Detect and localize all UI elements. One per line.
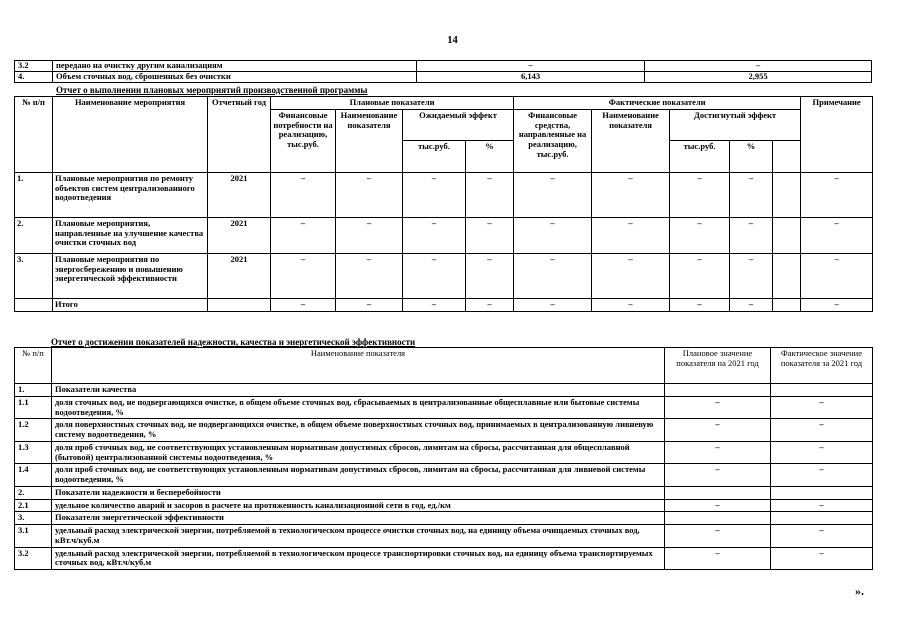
- row-year: 2021: [208, 253, 271, 298]
- cell-value: –: [271, 172, 336, 217]
- header-planned-group: Плановые показатели: [271, 97, 514, 110]
- cell-value: –: [801, 298, 873, 311]
- header-planned: Плановое значение показателя на 2021 год: [665, 348, 771, 384]
- row-name: передано на очистку другим канализациям: [53, 61, 417, 72]
- planned-value: –: [665, 396, 771, 419]
- cell-value: –: [801, 172, 873, 217]
- cell-empty: [773, 172, 801, 217]
- planned-value: –: [665, 464, 771, 487]
- actual-value: –: [771, 419, 873, 442]
- program-report-table: [14, 96, 873, 312]
- table-header-row: [15, 348, 873, 384]
- header-expected-effect: Ожидаемый эффект: [403, 109, 514, 141]
- header-note: Примечание: [801, 97, 873, 173]
- row-name: Показатели надежности и бесперебойности: [52, 486, 665, 499]
- actual-value: 2,955: [645, 72, 872, 83]
- volume-table-continuation: [14, 60, 872, 83]
- row-name: Плановые мероприятия по энергосбережению и повышению энергетической эффективности: [53, 253, 208, 298]
- cell-value: –: [730, 217, 773, 253]
- actual-value: –: [771, 441, 873, 464]
- cell-value: –: [801, 217, 873, 253]
- cell-value: –: [670, 172, 730, 217]
- cell-value: –: [592, 172, 670, 217]
- cell-value: –: [403, 172, 466, 217]
- table-row: [15, 72, 872, 83]
- planned-value: [665, 512, 771, 525]
- actual-value: [771, 512, 873, 525]
- header-actual-indicator: Наименование показателя: [592, 109, 670, 172]
- table-row: [15, 61, 872, 72]
- row-year: 2021: [208, 217, 271, 253]
- cell-value: –: [466, 253, 514, 298]
- cell-value: –: [514, 253, 592, 298]
- cell-value: –: [592, 298, 670, 311]
- row-number: 3.: [15, 512, 52, 525]
- cell-value: –: [514, 217, 592, 253]
- row-number: 2.: [15, 217, 53, 253]
- actual-value: [771, 384, 873, 397]
- cell-value: –: [336, 253, 403, 298]
- table-row: [15, 525, 873, 548]
- cell-empty: [15, 298, 53, 311]
- cell-value: –: [336, 172, 403, 217]
- total-label: Итого: [53, 298, 208, 311]
- closing-mark: ».: [855, 584, 864, 598]
- table-row: [15, 547, 873, 570]
- cell-value: –: [730, 298, 773, 311]
- planned-value: –: [665, 499, 771, 512]
- header-planned-indicator: Наименование показателя: [336, 109, 403, 172]
- actual-value: –: [771, 525, 873, 548]
- header-achieved-effect: Достигнутый эффект: [670, 109, 801, 141]
- table-row: [15, 441, 873, 464]
- cell-value: –: [403, 298, 466, 311]
- cell-value: –: [271, 298, 336, 311]
- table-row: [15, 499, 873, 512]
- section-row: [15, 512, 873, 525]
- table-header-row: [15, 97, 873, 110]
- row-name: Показатели энергетической эффективности: [52, 512, 665, 525]
- row-number: 4.: [15, 72, 53, 83]
- planned-value: [665, 384, 771, 397]
- row-name: доля проб сточных вод, не соответствующих установленным нормативам допустимых сбросов, лимитам на сбросы, рассчитанная для ливневой системы водоотведения, %: [52, 464, 665, 487]
- actual-value: –: [771, 547, 873, 570]
- cell-value: –: [514, 298, 592, 311]
- header-actual-finance: Финансовые средства, направленные на реализацию, тыс.руб.: [514, 109, 592, 172]
- row-number: 1.1: [15, 396, 52, 419]
- row-name: Плановые мероприятия, направленные на улучшение качества очистки сточных вод: [53, 217, 208, 253]
- header-actual: Фактическое значение показателя за 2021 год: [771, 348, 873, 384]
- cell-value: –: [403, 217, 466, 253]
- cell-empty: [773, 253, 801, 298]
- table-row: [15, 253, 873, 298]
- program-report-title: Отчет о выполнении плановых мероприятий производственной программы: [56, 85, 368, 95]
- row-name: Показатели качества: [52, 384, 665, 397]
- row-name: доля проб сточных вод, не соответствующих установленным нормативам допустимых сбросов, лимитам на сбросы, рассчитанная для общесплавной (бытовой) централизованной системы водоотведения, %: [52, 441, 665, 464]
- actual-value: [771, 486, 873, 499]
- table-row: [15, 217, 873, 253]
- row-number: 3.2: [15, 61, 53, 72]
- row-name: удельный расход электрической энергии, потребляемой в технологическом процессе очистки сточных вод, на единицу объема очищаемых сточных вод, кВт.ч/куб.м: [52, 525, 665, 548]
- section-row: [15, 486, 873, 499]
- planned-value: [665, 486, 771, 499]
- row-number: 3.1: [15, 525, 52, 548]
- planned-value: –: [665, 441, 771, 464]
- header-unit-rub-actual: тыс.руб.: [670, 141, 730, 173]
- row-number: 3.2: [15, 547, 52, 570]
- row-number: 3.: [15, 253, 53, 298]
- row-number: 1.3: [15, 441, 52, 464]
- page-number: 14: [447, 35, 458, 46]
- row-name: доля поверхностных сточных вод, не подвергающихся очистке, в общем объеме поверхностных сточных вод, принимаемых в централизованную ливневую систему водоотведения, %: [52, 419, 665, 442]
- cell-value: –: [514, 172, 592, 217]
- header-unit-pct-actual: %: [730, 141, 773, 173]
- row-number: 2.: [15, 486, 52, 499]
- row-number: 1.2: [15, 419, 52, 442]
- table-row: [15, 464, 873, 487]
- cell-value: –: [271, 253, 336, 298]
- row-year: 2021: [208, 172, 271, 217]
- header-num: № п/п: [15, 97, 53, 173]
- cell-value: –: [466, 172, 514, 217]
- row-number: 2.1: [15, 499, 52, 512]
- cell-empty: [773, 298, 801, 311]
- row-name: доля сточных вод, не подвергающихся очистке, в общем объеме сточных вод, сбрасываемых в централизованные общесплавные или бытовые системы водоотведения, %: [52, 396, 665, 419]
- header-unit-pct: %: [466, 141, 514, 173]
- row-name: Объем сточных вод, сброшенных без очистки: [53, 72, 417, 83]
- cell-value: –: [670, 217, 730, 253]
- quality-report-title: Отчет о достижении показателей надежности, качества и энергетической эффективности: [51, 337, 416, 347]
- planned-value: 6,143: [417, 72, 645, 83]
- cell-value: –: [730, 172, 773, 217]
- table-row: [15, 172, 873, 217]
- cell-value: –: [670, 298, 730, 311]
- cell-value: –: [403, 253, 466, 298]
- cell-value: –: [670, 253, 730, 298]
- actual-value: –: [771, 499, 873, 512]
- actual-value: –: [645, 61, 872, 72]
- header-unit-extra: [773, 141, 801, 173]
- table-total-row: [15, 298, 873, 311]
- cell-value: –: [730, 253, 773, 298]
- cell-empty: [208, 298, 271, 311]
- header-num: № п/п: [15, 348, 52, 384]
- cell-value: –: [336, 217, 403, 253]
- cell-value: –: [271, 217, 336, 253]
- table-row: [15, 396, 873, 419]
- planned-value: –: [417, 61, 645, 72]
- cell-value: –: [466, 298, 514, 311]
- planned-value: –: [665, 525, 771, 548]
- cell-value: –: [592, 217, 670, 253]
- row-number: 1.: [15, 172, 53, 217]
- header-name: Наименование мероприятия: [53, 97, 208, 173]
- actual-value: –: [771, 396, 873, 419]
- row-number: 1.: [15, 384, 52, 397]
- cell-value: –: [466, 217, 514, 253]
- table-row: [15, 419, 873, 442]
- header-unit-rub: тыс.руб.: [403, 141, 466, 173]
- planned-value: –: [665, 547, 771, 570]
- cell-value: –: [801, 253, 873, 298]
- cell-value: –: [336, 298, 403, 311]
- header-planned-finance: Финансовые потребности на реализацию, тыс.руб.: [271, 109, 336, 172]
- row-name: Плановые мероприятия по ремонту объектов систем централизованного водоотведения: [53, 172, 208, 217]
- row-name: удельный расход электрической энергии, потребляемой в технологическом процессе транспортировки сточных вод, на единицу объема транспортируемых сточных вод, кВт.ч/куб.м: [52, 547, 665, 570]
- header-year: Отчетный год: [208, 97, 271, 173]
- row-number: 1.4: [15, 464, 52, 487]
- planned-value: –: [665, 419, 771, 442]
- header-name: Наименование показателя: [52, 348, 665, 384]
- section-row: [15, 384, 873, 397]
- cell-empty: [773, 217, 801, 253]
- header-actual-group: Фактические показатели: [514, 97, 801, 110]
- quality-indicators-table: [14, 347, 873, 570]
- actual-value: –: [771, 464, 873, 487]
- row-name: удельное количество аварий и засоров в расчете на протяженность канализационной сети в год, ед./км: [52, 499, 665, 512]
- cell-value: –: [592, 253, 670, 298]
